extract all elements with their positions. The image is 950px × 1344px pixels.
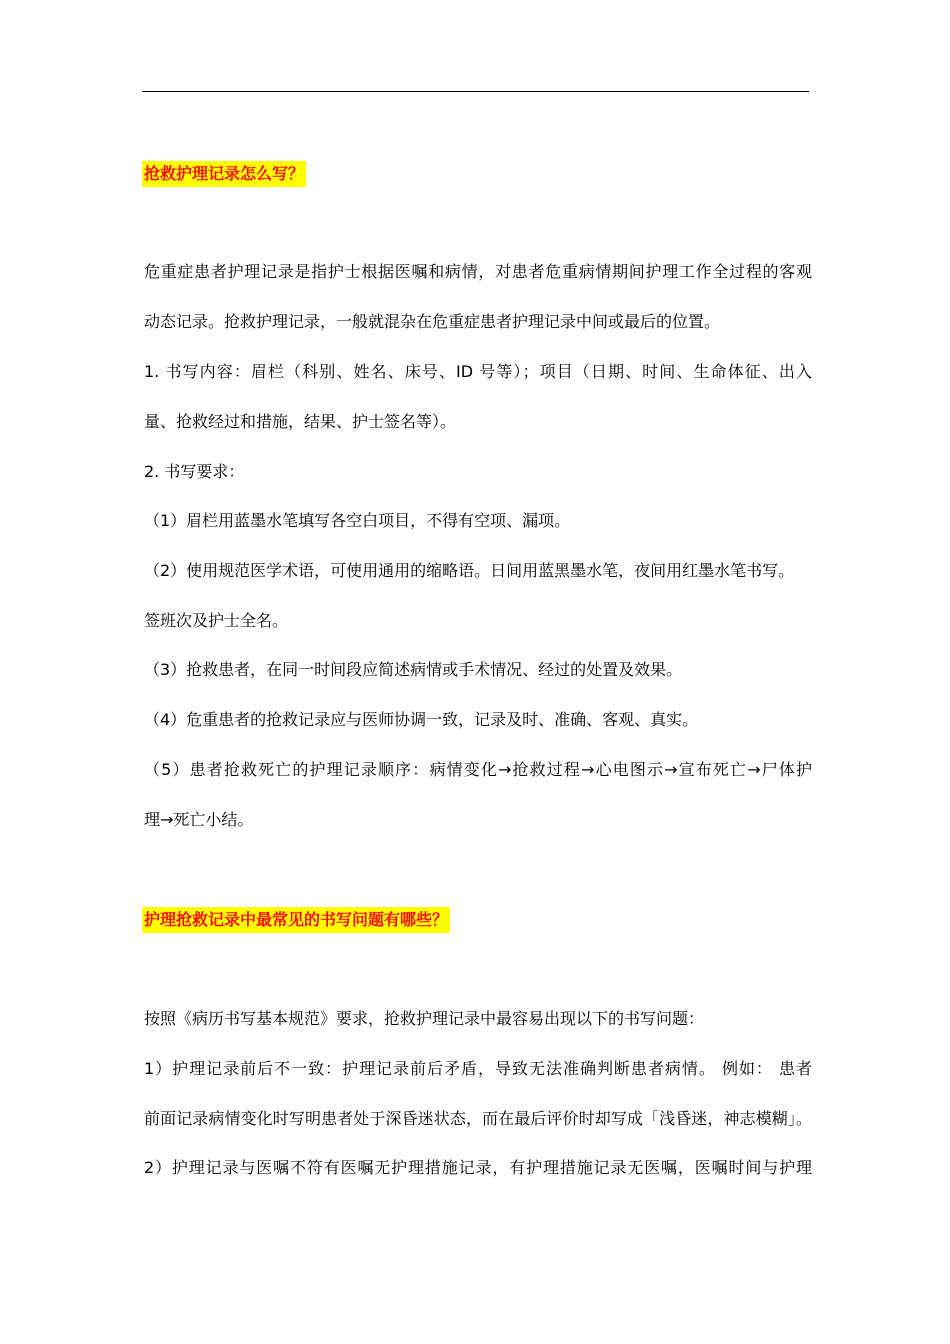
paragraph-line: 量、抢救经过和措施，结果、护士签名等）。	[144, 412, 457, 431]
paragraph-line: 理→死亡小结。	[144, 810, 254, 829]
section-heading-how-to-write: 抢救护理记录怎么写？	[142, 161, 306, 187]
section-heading-common-problems: 护理抢救记录中最常见的书写问题有哪些？	[142, 907, 450, 933]
header-rule	[142, 91, 809, 92]
paragraph-line: 1）护理记录前后不一致：护理记录前后矛盾，导致无法准确判断患者病情。 例如： 患者	[144, 1059, 812, 1078]
paragraph-line: 按照《病历书写基本规范》要求，抢救护理记录中最容易出现以下的书写问题：	[144, 1009, 705, 1028]
paragraph-line: （4）危重患者的抢救记录应与医师协调一致，记录及时、准确、客观、真实。	[144, 710, 699, 729]
paragraph-line: 危重症患者护理记录是指护士根据医嘱和病情，对患者危重病情期间护理工作全过程的客观	[144, 262, 812, 281]
paragraph-line: （5）患者抢救死亡的护理记录顺序：病情变化→抢救过程→心电图示→宣布死亡→尸体护	[144, 760, 812, 779]
paragraph-line: 前面记录病情变化时写明患者处于深昏迷状态，而在最后评价时却写成「浅昏迷，神志模糊」。	[144, 1109, 812, 1128]
paragraph-line: 签班次及护士全名。	[144, 611, 289, 630]
paragraph-line: 动态记录。抢救护理记录，一般就混杂在危重症患者护理记录中间或最后的位置。	[144, 312, 721, 331]
paragraph-line: （3）抢救患者，在同一时间段应简述病情或手术情况、经过的处置及效果。	[144, 660, 683, 679]
paragraph-line: 2）护理记录与医嘱不符有医嘱无护理措施记录，有护理措施记录无医嘱，医嘱时间与护理	[144, 1158, 812, 1177]
paragraph-line: （2）使用规范医学术语，可使用通用的缩略语。日间用蓝黑墨水笔，夜间用红墨水笔书写。	[144, 561, 795, 580]
paragraph-line: 2. 书写要求：	[144, 462, 245, 481]
paragraph-line: 1. 书写内容：眉栏（科别、姓名、床号、ID 号等）；项目（日期、时间、生命体征、出入	[144, 362, 812, 381]
paragraph-line: （1）眉栏用蓝墨水笔填写各空白项目，不得有空项、漏项。	[144, 511, 571, 530]
